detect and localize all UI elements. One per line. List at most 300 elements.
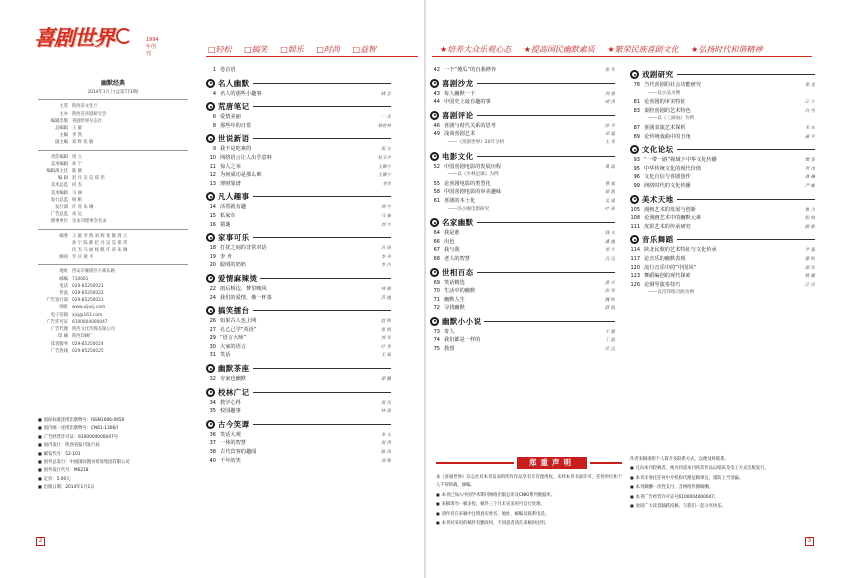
toc-page-number: 46 — [433, 122, 440, 129]
toc-entry[interactable] — [430, 206, 615, 215]
registration-line: ■ 国内发行：陕西省报刊发行局 — [38, 441, 188, 449]
section-title: 搞笑擂台 — [218, 306, 250, 316]
toc-title: 如果古人也上网 — [220, 318, 257, 325]
toc-entry[interactable] — [430, 287, 615, 296]
toc-entry[interactable] — [630, 223, 815, 232]
section-rule — [477, 83, 615, 84]
toc-left-column — [206, 66, 391, 465]
toc-author: 杜卫平 — [377, 155, 391, 161]
toc-author: 王 亮 — [604, 139, 615, 145]
toc-author: 周 涛 — [380, 441, 391, 447]
toc-author: 叶 南 — [604, 206, 615, 212]
toc-title: 理财靠谱 — [220, 180, 241, 187]
colophon-row — [38, 103, 188, 110]
notice-paragraph: ■ 本刊稿酬一次性支付，含网络传播稿酬。 — [630, 483, 816, 492]
toc-entry[interactable] — [430, 197, 615, 206]
toc-title: 千年的笑 — [220, 457, 241, 464]
toc-author: 陈 风 — [380, 450, 391, 456]
toc-page-number: 70 — [433, 288, 440, 295]
toc-page-number: 96 — [633, 174, 640, 181]
toc-entry[interactable] — [430, 229, 615, 238]
notice-text-col2 — [630, 456, 816, 511]
toc-title: 专家也幽默 — [220, 376, 246, 383]
toc-page-number: 20 — [209, 262, 216, 269]
toc-entry[interactable] — [206, 253, 391, 262]
toc-title: 出色 — [444, 238, 455, 245]
toc-entry[interactable] — [430, 171, 615, 180]
toc-entry[interactable] — [630, 124, 815, 133]
toc-entry[interactable] — [430, 255, 615, 264]
toc-page-number: 108 — [630, 215, 640, 222]
toc-title: 惊人之举 — [220, 163, 241, 170]
colophon-key: 编委 — [59, 233, 68, 239]
toc-page-number: 27 — [209, 326, 216, 333]
toc-title: 网络语言让人出乎意料 — [220, 154, 272, 161]
section-bullet-icon — [206, 364, 215, 373]
toc-entry[interactable] — [630, 107, 815, 116]
section-rule — [477, 115, 615, 116]
toc-entry[interactable] — [206, 351, 391, 360]
colophon-row — [38, 204, 188, 211]
notice-paragraph: 本《喜剧世界》杂志社对本刊发表的所有作品享有专有使用权，未经本刊书面许可，任何单位和个人不得转载、摘编。 — [436, 475, 622, 489]
colophon-value: 刘 辉 张 敏 — [72, 140, 94, 146]
colophon-value: xjsj@163.com — [72, 312, 103, 318]
toc-entry[interactable] — [630, 246, 815, 255]
section-heading — [630, 234, 815, 245]
colophon-row — [38, 297, 188, 304]
toc-author: 郭 鹏 — [380, 377, 391, 383]
toc-page-number: 24 — [209, 294, 216, 301]
toc-entry[interactable] — [206, 90, 391, 99]
toc-page-number: 31 — [209, 352, 216, 359]
toc-entry[interactable] — [630, 115, 815, 124]
header-tag: ★繁荣民族喜剧文化 — [607, 45, 679, 54]
toc-title: ——以《三滴血》为例 — [648, 116, 694, 122]
toc-entry[interactable] — [630, 90, 815, 99]
section-title: 爱情麻辣烫 — [218, 273, 258, 283]
toc-page-number: 89 — [633, 133, 640, 140]
toc-title: 校园趣事 — [220, 408, 241, 415]
toc-title: 古代宾客的趣闻 — [220, 449, 257, 456]
toc-entry[interactable] — [206, 122, 391, 131]
toc-entry[interactable] — [630, 272, 815, 281]
registration-line: ■ 国际标准连续出版物号：ISSN1006-0650 — [38, 416, 188, 424]
registration-line: ■ 定价：5.00元 — [38, 475, 188, 483]
colophon-key: 广告热线 — [50, 348, 68, 354]
toc-author: 曹 斌 — [604, 181, 615, 187]
colophon-value: 陕西文化传媒有限公司 — [72, 327, 115, 333]
notice-rule-right — [590, 462, 622, 464]
toc-entry[interactable] — [430, 66, 615, 75]
toc-entry[interactable] — [206, 212, 391, 221]
toc-title: 我是谁 — [444, 230, 460, 237]
toc-author: 唐 兵 — [604, 280, 615, 286]
toc-entry[interactable] — [206, 334, 391, 343]
toc-title: 陕北民歌的艺术特征与文化传承 — [644, 247, 717, 254]
toc-author: 苏 越 — [380, 295, 391, 301]
colophon-key: 美术编辑 — [50, 161, 68, 167]
toc-entry[interactable] — [430, 163, 615, 172]
toc-page-number: 72 — [433, 305, 440, 312]
toc-entry[interactable] — [430, 296, 615, 305]
section-bullet-icon — [430, 317, 439, 326]
toc-entry[interactable] — [206, 294, 391, 303]
toc-author: 马 强 — [380, 213, 391, 219]
colophon-key: 网址 — [59, 305, 68, 311]
colophon-row — [38, 139, 188, 146]
toc-entry[interactable] — [630, 165, 815, 174]
toc-author: 刘 宇 — [380, 205, 391, 211]
section-rule — [484, 321, 615, 322]
toc-title: 漫画艺术的发展与创新 — [644, 206, 696, 213]
colophon-key: 顾问 — [59, 255, 68, 261]
toc-page-number: 35 — [209, 408, 216, 415]
logo-swirl-icon — [116, 28, 132, 44]
toc-page-number: 105 — [630, 206, 640, 213]
colophon-header: 幽默经典 — [100, 80, 125, 87]
colophon-key: 读者服务 — [50, 341, 68, 347]
toc-entry[interactable] — [206, 180, 391, 189]
colophon-key: 编辑部主任 — [46, 169, 68, 175]
colophon-row — [38, 240, 188, 247]
toc-page-number: 13 — [209, 180, 216, 187]
colophon-key: 广告许可证 — [46, 319, 68, 325]
colophon-value: 赵 丹 吴 昊 郑 伟 — [72, 176, 105, 182]
toc-page-number: 74 — [433, 337, 440, 344]
toc-entry[interactable] — [630, 255, 815, 264]
toc-entry[interactable] — [206, 66, 391, 75]
page-number-left: 2 — [36, 537, 45, 546]
toc-entry[interactable] — [206, 163, 391, 172]
toc-entry[interactable] — [206, 407, 391, 416]
toc-title: 论喜剧的审美特征 — [644, 99, 686, 106]
toc-entry[interactable] — [206, 439, 391, 448]
colophon-row — [38, 290, 188, 297]
toc-title: 每人幽默一下 — [444, 90, 476, 97]
colophon-value: www.xijusj.com — [72, 305, 106, 311]
toc-entry[interactable] — [430, 122, 615, 131]
section-bullet-icon — [630, 195, 639, 204]
section-title: 喜剧沙龙 — [442, 78, 474, 88]
registration-line: ■ 出版日期：2014年1月1日 — [38, 483, 188, 491]
toc-entry[interactable] — [206, 326, 391, 335]
toc-author: 严 峻 — [804, 183, 815, 189]
toc-title: 论钢琴演奏技巧 — [644, 281, 681, 288]
colophon-row — [38, 132, 188, 139]
colophon-value: 陈 静 — [72, 169, 82, 175]
section-heading — [206, 232, 391, 243]
toc-entry[interactable] — [430, 188, 615, 197]
section-bullet-icon — [206, 192, 215, 201]
toc-author: 李 文 — [380, 432, 391, 438]
toc-title: “语言大师” — [220, 335, 247, 342]
toc-author: 潘 越 — [604, 239, 615, 245]
colophon-key: 印 刷 — [58, 334, 68, 340]
left-header-tags — [208, 44, 386, 55]
toc-page-number: 49 — [433, 131, 440, 138]
toc-page-number: 4 — [212, 90, 216, 97]
toc-title: 卷首语 — [220, 67, 236, 73]
colophon-row — [38, 161, 188, 168]
toc-author: 胡 涛 — [604, 100, 615, 106]
section-title: 名人幽默 — [218, 78, 250, 88]
toc-entry[interactable] — [430, 328, 615, 337]
toc-entry[interactable] — [206, 317, 391, 326]
section-title: 校林广记 — [218, 387, 250, 397]
toc-entry[interactable] — [206, 221, 391, 230]
colophon-row — [38, 118, 188, 125]
colophon-row — [38, 247, 188, 254]
section-heading — [630, 69, 815, 80]
toc-entry[interactable] — [206, 203, 391, 212]
toc-entry[interactable] — [206, 113, 391, 122]
notice-paragraph: ■ 本刊广告经营许可证号6100004000047。 — [630, 493, 816, 502]
section-bullet-icon — [430, 111, 439, 120]
toc-author: 于 静 — [604, 329, 615, 335]
toc-page-number: 117 — [630, 255, 640, 262]
toc-author: 张 凯 — [380, 327, 391, 333]
toc-page-number: 34 — [209, 399, 216, 406]
toc-page-number: 22 — [209, 285, 216, 292]
toc-entry[interactable] — [206, 343, 391, 352]
section-title: 幽默小小说 — [442, 316, 482, 326]
colophon-row — [38, 268, 188, 275]
toc-entry[interactable] — [630, 156, 815, 165]
toc-title: 打扰之间的非常对话 — [220, 245, 267, 252]
toc-entry[interactable] — [206, 154, 391, 163]
toc-entry[interactable] — [206, 171, 391, 180]
toc-author: 邓 超 — [604, 132, 615, 138]
section-heading — [430, 151, 615, 162]
toc-page-number: 19 — [209, 253, 216, 260]
toc-page-number: 10 — [209, 154, 216, 161]
toc-author: 薛 凯 — [604, 306, 615, 312]
toc-page-number: 61 — [433, 197, 440, 204]
header-tag: ★培养大众乐观心态 — [440, 45, 512, 54]
toc-entry[interactable] — [206, 375, 391, 384]
toc-author: 江 宁 — [804, 100, 815, 106]
toc-entry[interactable] — [430, 238, 615, 247]
toc-entry[interactable] — [630, 173, 815, 182]
toc-entry[interactable] — [206, 448, 391, 457]
registration-line: ■ 国内统一连续出版物号：CN61-1306/I — [38, 424, 188, 432]
notice-paragraph: ■ 请作者在来稿中注明真实姓名、地址、邮编及联系电话。 — [436, 510, 622, 519]
toc-title: 孔乙己学“英语” — [220, 326, 257, 333]
toc-title: 为何成功是那么难 — [220, 172, 262, 179]
notice-paragraph: ■ 欢迎广大读者踊跃投稿，与我们一起分享快乐。 — [630, 502, 816, 511]
toc-title: 喜剧与时代关系的思考 — [444, 122, 496, 129]
header-tag: ★提高国民幽默素质 — [523, 45, 595, 54]
toc-page-number: 67 — [433, 247, 440, 254]
section-title: 戏剧研究 — [642, 70, 674, 79]
toc-title: ——以《少林足球》为例 — [448, 172, 499, 178]
toc-author: 冯 远 — [604, 256, 615, 262]
section-bullet-icon — [430, 268, 439, 277]
toc-entry[interactable] — [206, 399, 391, 408]
section-title: 文化论坛 — [642, 145, 674, 155]
section-rule — [477, 222, 615, 223]
colophon-key: 美术编辑 — [50, 190, 68, 196]
section-heading — [630, 144, 815, 155]
section-heading — [430, 267, 615, 278]
toc-middle-column — [430, 66, 615, 354]
toc-author: 黎 明 — [804, 256, 815, 262]
toc-entry[interactable] — [430, 345, 615, 354]
toc-entry[interactable] — [430, 180, 615, 189]
toc-entry[interactable] — [630, 206, 815, 215]
section-heading — [206, 101, 391, 112]
toc-page-number: 6 — [212, 114, 216, 121]
colophon-value: 见本刊理事会名录 — [72, 219, 107, 225]
toc-entry[interactable] — [630, 281, 815, 290]
section-heading — [206, 387, 391, 398]
toc-author: 汪 洋 — [804, 282, 815, 288]
colophon-row — [38, 333, 188, 340]
toc-entry[interactable] — [630, 264, 815, 273]
toc-author: 秦 龙 — [804, 83, 815, 88]
colophon-value: 029-85250023 — [72, 298, 104, 304]
toc-entry[interactable] — [206, 261, 391, 270]
toc-title: 生活中的幽默 — [444, 288, 476, 295]
toc-entry[interactable] — [630, 182, 815, 191]
colophon-row — [38, 154, 188, 161]
toc-entry[interactable] — [630, 214, 815, 223]
toc-page-number: 93 — [633, 157, 640, 164]
toc-author: 任 远 — [604, 347, 615, 353]
header-tag: □娱乐 — [280, 45, 304, 54]
toc-entry[interactable] — [630, 81, 815, 90]
colophon-key: 传真 — [59, 291, 68, 297]
colophon-key: 副主编 — [55, 140, 68, 146]
colophon-issue: 2014年1月上(总第773期) — [87, 90, 139, 96]
section-rule — [677, 239, 815, 240]
toc-page-number: 52 — [433, 163, 440, 170]
registration-line: ■ 邮发代号：52-101 — [38, 450, 188, 458]
toc-title: 中国史上最有趣的事 — [444, 99, 491, 106]
colophon-row — [38, 197, 188, 204]
colophon-key: 邮编 — [59, 276, 68, 282]
toc-entry[interactable] — [206, 431, 391, 440]
colophon-row — [38, 283, 188, 290]
toc-author: 叶 青 — [380, 344, 391, 350]
section-rule — [477, 156, 615, 157]
toc-title: 雨后桥边，梦里晚风 — [220, 285, 267, 292]
toc-title: 论传统戏曲中的丑角 — [644, 133, 691, 140]
section-heading — [206, 191, 391, 202]
toc-page-number: 29 — [209, 335, 216, 342]
colophon-registration — [38, 416, 188, 492]
toc-page-number: 8 — [212, 122, 216, 129]
toc-entry[interactable] — [430, 336, 615, 345]
toc-page-number: 30 — [209, 343, 216, 350]
colophon-row — [38, 276, 188, 283]
toc-page-number: 120 — [630, 264, 640, 271]
toc-entry[interactable] — [206, 145, 391, 154]
colophon-key: 电话 — [59, 283, 68, 289]
toc-title: 奇人 — [444, 328, 455, 335]
colophon-value: 王 毅 — [72, 126, 82, 132]
toc-entry[interactable] — [630, 98, 815, 107]
toc-page-number: 78 — [633, 82, 640, 88]
colophon-value: 喜剧世界杂志社 — [72, 118, 103, 124]
logo-text: 喜剧世界 — [34, 26, 114, 50]
toc-entry[interactable] — [430, 130, 615, 139]
colophon-value: 周 立 — [72, 154, 82, 160]
toc-entry[interactable] — [430, 139, 615, 148]
toc-entry[interactable] — [430, 304, 615, 313]
toc-page-number: 38 — [209, 449, 216, 456]
header-rule-left — [206, 56, 418, 57]
toc-title: 那些年的日常 — [220, 122, 252, 129]
colophon-value: 孙 宁 — [72, 161, 82, 167]
toc-entry[interactable] — [630, 289, 815, 298]
colophon-row — [38, 168, 188, 175]
section-title: 家事可乐 — [218, 233, 250, 243]
toc-entry[interactable] — [430, 246, 615, 255]
toc-entry[interactable] — [430, 98, 615, 107]
toc-author: 彭 亮 — [604, 289, 615, 295]
toc-page-number: 26 — [209, 318, 216, 325]
colophon-value: 陕西省文化厅 — [72, 104, 98, 110]
toc-page-number: 58 — [433, 189, 440, 196]
notice-text-col1 — [436, 474, 622, 528]
toc-entry[interactable] — [206, 457, 391, 466]
toc-author: 魏 明 — [604, 297, 615, 303]
page-gutter — [424, 0, 426, 578]
toc-author: 李雪 — [382, 181, 391, 187]
toc-author: 晓 言 — [380, 91, 391, 97]
toc-page-number: 111 — [630, 223, 640, 230]
notice-paragraph: ■ 本刊未委托任何中介机构代理征稿事宜，谨防上当受骗。 — [630, 474, 816, 483]
section-bullet-icon — [206, 102, 215, 111]
colophon-key: 责任编辑 — [50, 154, 68, 160]
notice-paragraph: ■ 本刊对采用的稿件有删改权，不同意者请在来稿时注明。 — [436, 519, 622, 528]
section-heading — [630, 194, 815, 205]
toc-entry[interactable] — [206, 244, 391, 253]
toc-title: 论音乐的幽默表现 — [644, 255, 686, 262]
toc-author: 程 晓 — [804, 216, 815, 222]
divider — [38, 99, 188, 100]
page-number-right: 3 — [805, 537, 814, 546]
right-header-tags — [440, 44, 772, 55]
section-rule — [253, 83, 391, 84]
toc-title: ——冯小刚电影研究 — [448, 206, 490, 212]
toc-title: 我不是吃素的 — [220, 146, 252, 153]
colophon-key — [38, 247, 72, 254]
colophon-value: 杨 帆 — [72, 197, 82, 203]
colophon-key: 发行总监 — [50, 197, 68, 203]
toc-title: 我与我 — [444, 247, 460, 254]
toc-entry[interactable] — [430, 279, 615, 288]
toc-author: 姚 璐 — [804, 274, 815, 280]
toc-author: 李 川 — [380, 263, 391, 269]
header-tag: ★弘扬时代和谐精神 — [691, 45, 763, 54]
toc-page-number: 68 — [433, 255, 440, 262]
notice-paragraph: ■ 本刊已加入中国学术期刊网络出版总库及CNKI系列数据库。 — [436, 491, 622, 500]
toc-author: 顾 新 — [804, 224, 815, 230]
section-title: 世相百态 — [442, 267, 474, 277]
toc-entry[interactable] — [206, 285, 391, 294]
section-rule — [253, 237, 391, 238]
toc-title: 中国喜剧电影的审美趣味 — [444, 189, 502, 196]
toc-entry[interactable] — [430, 90, 615, 99]
toc-page-number: 40 — [209, 457, 216, 464]
toc-page-number: 9 — [212, 146, 216, 153]
colophon-row — [38, 254, 188, 261]
toc-author: 刘 宇 — [380, 222, 391, 228]
section-bullet-icon — [206, 306, 215, 315]
toc-entry[interactable] — [630, 133, 815, 142]
